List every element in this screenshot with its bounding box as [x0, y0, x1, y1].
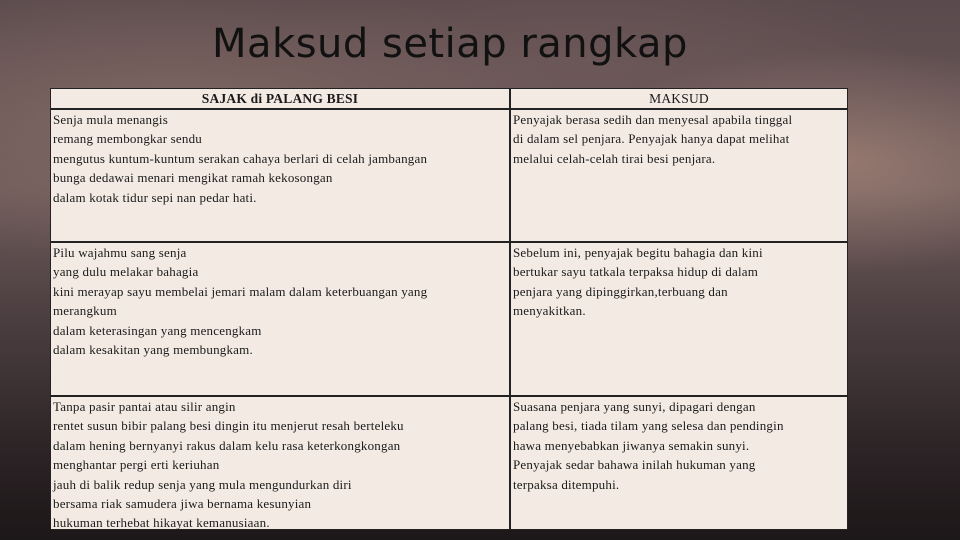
row-3-sajak: Tanpa pasir pantai atau silir angin rentet susun bibir palang besi dingin itu menjerut resah berteleku dalam hening bernyanyi rakus dalam kelu rasa keterkongkongan menghantar pergi erti keriuhan jauh di balik redup senja yang mula mengundurkan diri bersama riak samudera jiwa bernama kesunyian hukuman terhebat hikayat kemanusiaan. — [53, 399, 404, 531]
column-divider — [509, 89, 511, 529]
slide-title: Maksud setiap rangkap — [212, 21, 688, 67]
row-1-maksud: Penyajak berasa sedih dan menyesal apabila tinggal di dalam sel penjara. Penyajak hanya dapat melihat melalui celah-celah tirai besi penjara. — [513, 112, 793, 166]
row-2-sajak: Pilu wajahmu sang senja yang dulu melakar bahagia kini merayap sayu membelai jemari malam dalam keterbuangan yang merangkum dalam keterasingan yang mencengkam dalam kesakitan yang membungkam. — [53, 245, 428, 358]
row-2-maksud: Sebelum ini, penyajak begitu bahagia dan kini bertukar sayu tatkala terpaksa hidup di dalam penjara yang dipinggirkan,terbuang dan menyakitkan. — [513, 245, 763, 319]
row-3-maksud: Suasana penjara yang sunyi, dipagari dengan palang besi, tiada tilam yang selesa dan pendingin hawa menyebabkan jiwanya semakin sunyi. Penyajak sedar bahawa inilah hukuman yang terpaksa ditempuhi. — [513, 399, 784, 492]
poem-table — [50, 88, 848, 530]
header-sajak: SAJAK di PALANG BESI — [201, 91, 359, 106]
row-1-sajak: Senja mula menangis remang membongkar sendu mengutus kuntum-kuntum serakan cahaya berlari di celah jambangan bunga dedawai menari mengikat ramah kekosongan dalam kotak tidur sepi nan pedar hati. — [53, 112, 428, 205]
header-maksud: MAKSUD — [649, 91, 709, 106]
